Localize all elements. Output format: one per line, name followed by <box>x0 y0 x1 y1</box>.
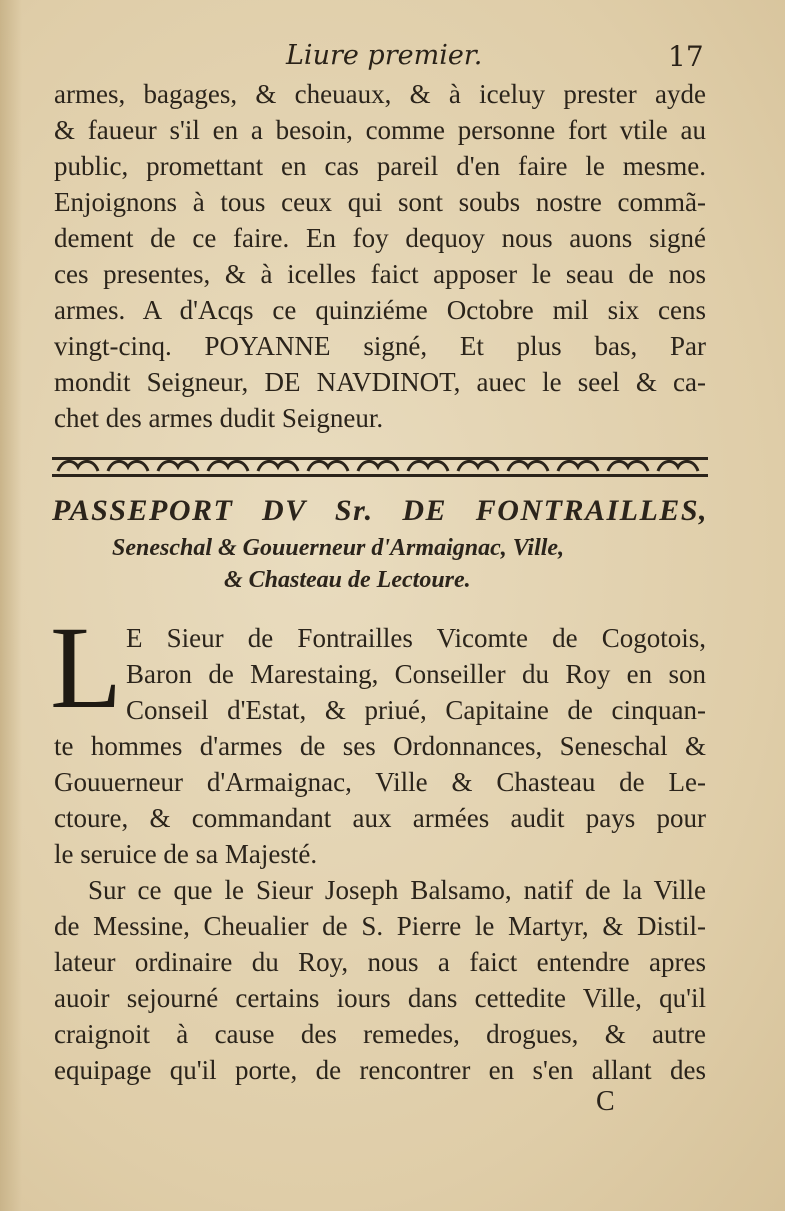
section-subheading: Seneschal & Gouuerneur d'Armaignac, Ville, <box>112 535 565 561</box>
text-line: le seruice de sa Majesté. <box>54 839 318 869</box>
text-line: Sur ce que le Sieur Joseph Balsamo, natif de la Ville <box>88 875 706 905</box>
section-subheading: & Chasteau de Lectoure. <box>224 567 471 593</box>
ornament-unit <box>558 461 598 471</box>
ornament-unit <box>358 461 398 471</box>
ornament-unit <box>608 461 648 471</box>
ornament-unit <box>658 461 698 471</box>
text-line: E Sieur de Fontrailles Vicomte de Cogotois, <box>126 623 706 653</box>
ornament-unit <box>208 461 248 471</box>
text-line: chet des armes dudit Seigneur. <box>54 403 384 433</box>
text-line: ces presentes, & à icelles faict apposer le seau de nos <box>54 259 706 289</box>
text-line: de Messine, Cheualier de S. Pierre le Martyr, & Distil- <box>54 911 706 941</box>
text-line: Conseil d'Estat, & priué, Capitaine de cinquan- <box>126 695 706 725</box>
page-header <box>0 38 785 78</box>
text-line: public, promettant en cas pareil d'en faire le mesme. <box>54 151 706 181</box>
text-line: ctoure, & commandant aux armées audit pays pour <box>54 803 706 833</box>
text-line: mondit Seigneur, DE NAVDINOT, auec le seel & ca- <box>54 367 706 397</box>
text-line: armes. A d'Acqs ce quinziéme Octobre mil six cens <box>54 295 706 325</box>
ornament-unit <box>258 461 298 471</box>
ornament-unit <box>508 461 548 471</box>
text-line: craignoit à cause des remedes, drogues, & autre <box>54 1019 706 1049</box>
page-number: 17 <box>668 40 704 73</box>
ornament-band <box>52 455 708 479</box>
text-line: Baron de Marestaing, Conseiller du Roy en son <box>126 659 706 689</box>
text-line: Gouuerneur d'Armaignac, Ville & Chasteau de Le- <box>54 767 706 797</box>
text-line: & faueur s'il en a besoin, comme personne fort vtile au <box>54 115 706 145</box>
ornament-unit <box>308 461 348 471</box>
text-line: equipage qu'il porte, de rencontrer en s'en allant des <box>54 1055 706 1085</box>
page-gutter-shadow <box>0 0 22 1211</box>
ornament-unit <box>458 461 498 471</box>
text-line: dement de ce faire. En foy dequoy nous auons signé <box>54 223 706 253</box>
section-heading: PASSEPORT DV Sr. DE FONTRAILLES, <box>52 494 708 527</box>
text-line: Enjoignons à tous ceux qui sont soubs nostre commã- <box>54 187 706 217</box>
ornament-unit <box>408 461 448 471</box>
catchword: C <box>596 1086 615 1117</box>
drop-capital: L <box>50 602 123 733</box>
ornament-unit <box>58 461 98 471</box>
text-line: te hommes d'armes de ses Ordonnances, Seneschal & <box>54 731 706 761</box>
text-line: vingt-cinq. POYANNE signé, Et plus bas, Par <box>54 331 706 361</box>
ornament-unit <box>108 461 148 471</box>
ornament-unit <box>158 461 198 471</box>
text-line: auoir sejourné certains iours dans cettedite Ville, qu'il <box>54 983 706 1013</box>
text-line: armes, bagages, & cheuaux, & à iceluy prester ayde <box>54 79 706 109</box>
running-title: Liure premier. <box>286 40 483 71</box>
text-line: lateur ordinaire du Roy, nous a faict entendre apres <box>54 947 706 977</box>
